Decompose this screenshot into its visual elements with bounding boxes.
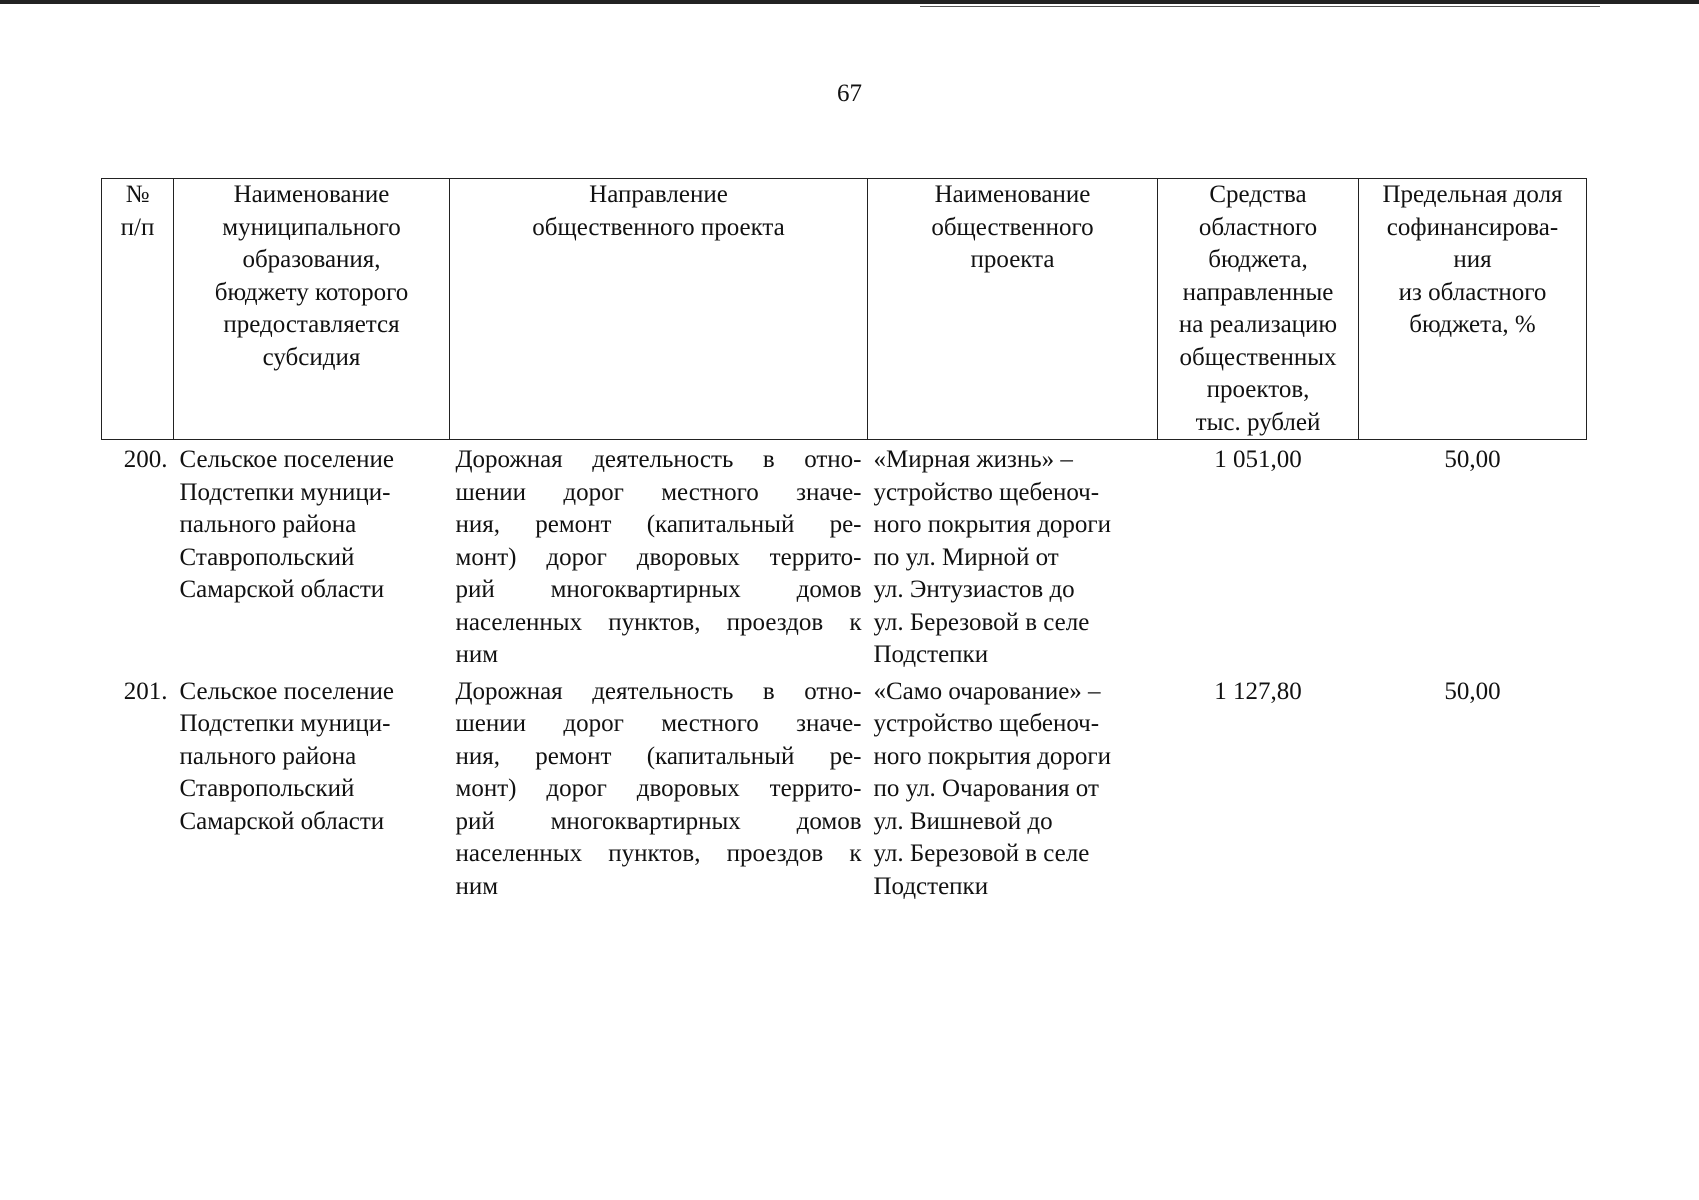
direction-line: шении дорог местного значе- [455,710,862,737]
header-direction: Направление общественного проекта [450,179,868,440]
row-project-name: «Само очарование» – устройство щебеноч- ного покрытия дороги по ул. Очарования от ул. Вишневой до ул. Березовой в селе Подстепки [873,677,1111,900]
row-municipality: Сельское поселение Подстепки муници- пального района Ставропольский Самарской области [179,677,395,835]
table-row [102,440,1587,672]
row-direction [450,440,868,672]
row-direction [450,672,868,904]
direction-line: Дорожная деятельность в отно- [455,677,862,705]
direction-line: монт) дорог дворовых террито- [455,775,862,802]
row-number: 200. [123,446,168,473]
direction-line: рий многоквартирных домов [455,807,862,835]
top-border-rule [0,0,1699,4]
row-funds: 1 051,00 [1214,446,1302,473]
row-share: 50,00 [1444,446,1501,473]
header-project-name: Наименование общественного проекта [868,179,1158,440]
page-number: 67 [837,80,862,107]
header-number: № п/п [102,179,174,440]
top-thin-rule [920,6,1600,7]
direction-line: монт) дорог дворовых террито- [455,543,862,571]
direction-line: ним [455,641,499,668]
direction-line: Дорожная деятельность в отно- [455,446,862,473]
row-share: 50,00 [1444,677,1501,705]
header-funds: Средства областного бюджета, направленные на реализацию общественных проектов, тыс. рублей [1158,179,1359,440]
table-row [102,672,1587,904]
header-share: Предельная доля софинансирова- ния из областного бюджета, % [1359,179,1587,440]
row-municipality: Сельское поселение Подстепки муници- пального района Ставропольский Самарской области [179,446,395,603]
direction-line: населенных пунктов, проездов к [455,840,862,867]
table-header-row [102,179,1587,440]
row-project-name: «Мирная жизнь» – устройство щебеноч- ного покрытия дороги по ул. Мирной от ул. Энтузиастов до ул. Березовой в селе Подстепки [873,446,1111,668]
row-number: 201. [123,677,168,705]
direction-line: рий многоквартирных домов [455,576,862,603]
subsidy-table [101,178,1587,903]
header-municipality: Наименование муниципального образования, бюджету которого предоставляется субсидия [174,179,450,440]
row-funds: 1 127,80 [1214,677,1302,705]
direction-line: ния, ремонт (капитальный ре- [455,511,862,538]
direction-line: ним [455,872,499,900]
direction-line: ния, ремонт (капитальный ре- [455,742,862,770]
direction-line: населенных пунктов, проездов к [455,608,862,636]
direction-line: шении дорог местного значе- [455,478,862,506]
